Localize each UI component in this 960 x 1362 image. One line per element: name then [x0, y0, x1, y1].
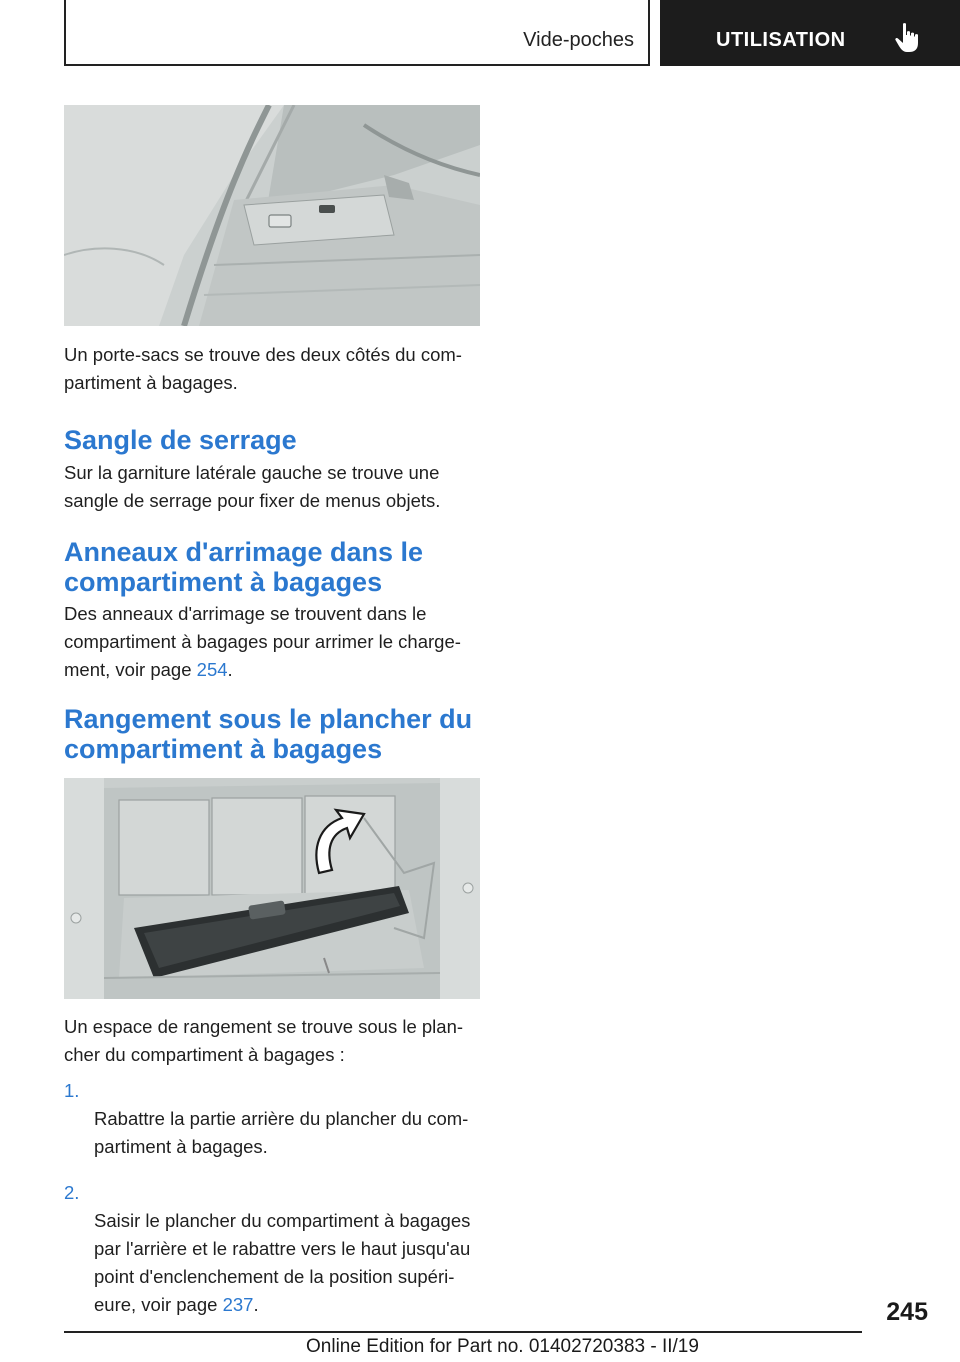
heading-underfloor-storage: Rangement sous le plancher du compartiment à bagages	[64, 704, 473, 764]
lashing-eyes-text: Des anneaux d'arrimage se trouvent dans le compartiment à bagages pour arrimer le charge- ment, voir page 254.	[64, 603, 461, 680]
step-number: 2.	[64, 1182, 80, 1203]
header-chapter-box	[660, 0, 960, 66]
page-link-237[interactable]: 237	[222, 1294, 254, 1315]
figure1-caption: Un porte-sacs se trouve des deux côtés du com- partiment à bagages.	[64, 344, 462, 393]
step-item-2: 2. Saisir le plancher du compartiment à bagages par l'arrière et le rabattre vers le haut jusqu'au point d'enclenchement de la position supéri- eure, voir page 237.	[64, 1179, 484, 1319]
footer-edition: Online Edition for Part no. 01402720383 - II/19	[306, 1336, 699, 1357]
pointing-hand-icon	[894, 22, 920, 54]
heading-lashing-eyes: Anneaux d'arrimage dans le compartiment à bagages	[64, 537, 424, 597]
footer-divider	[64, 1331, 862, 1333]
strap-text: Sur la garniture latérale gauche se trouve une sangle de serrage pour fixer de menus objets.	[64, 462, 441, 511]
header-section-box	[64, 0, 650, 66]
header-chapter-title: UTILISATION	[716, 29, 846, 51]
step-item-1: 1. Rabattre la partie arrière du plancher du com- partiment à bagages.	[64, 1077, 484, 1161]
figure-trunk-floor-storage	[64, 778, 480, 999]
page-number: 245	[886, 1298, 928, 1326]
heading-strap: Sangle de serrage	[64, 425, 297, 455]
page-link-254[interactable]: 254	[196, 659, 228, 680]
steps-list	[64, 1077, 484, 1319]
figure-trunk-bag-hook	[64, 105, 480, 326]
step-number: 1.	[64, 1080, 80, 1101]
figure2-caption: Un espace de rangement se trouve sous le plan- cher du compartiment à bagages :	[64, 1016, 464, 1065]
header-section-title: Vide-poches	[523, 29, 634, 51]
